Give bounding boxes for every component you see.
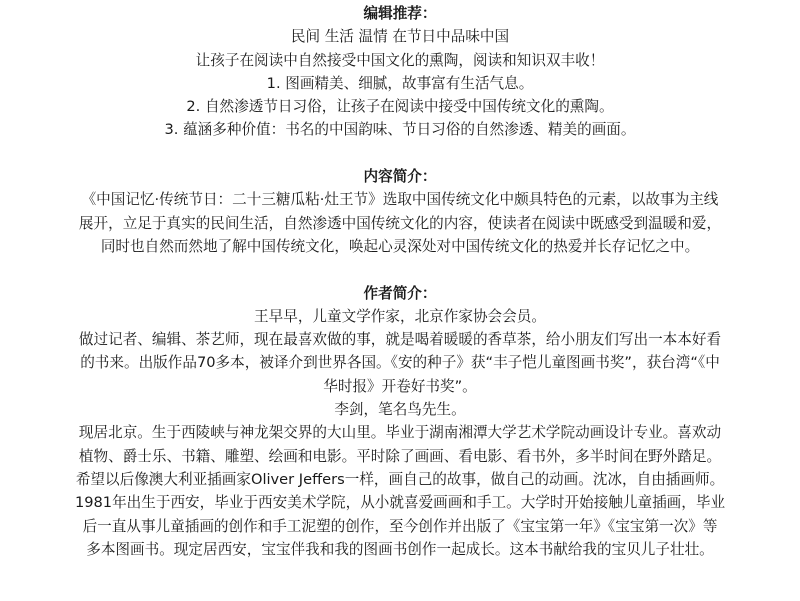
recommend-line: 1. 图画精美、细腻，故事富有生活气息。 — [266, 74, 534, 92]
recommend-line: 2. 自然渗透节日习俗，让孩子在阅读中接受中国传统文化的熏陶。 — [186, 98, 614, 116]
section-heading-recommend: 编辑推荐： — [363, 5, 437, 22]
author-line: 做过记者、编辑、茶艺师，现在最喜欢做的事，就是喝着暖暖的香草茶，给小朋友们写出一本本好看 — [78, 331, 722, 349]
author-line: 1981年出生于西安，毕业于西安美术学院，从小就喜爱画画和手工。大学时开始接触儿童插画，毕业 — [74, 494, 726, 512]
section-heading-author: 作者简介： — [363, 284, 437, 302]
author-line: 王早早，儿童文学作家，北京作家协会会员。 — [254, 307, 546, 325]
content-line: 《中国记忆·传统节日：二十三糖瓜粘·灶王节》选取中国传统文化中颇具特色的元素，以故事为主线 — [81, 191, 719, 209]
author-line: 希望以后像澳大利亚插画家Oliver Jeffers一样，画自己的故事，做自己的动画。沈冰，自由插画师。 — [75, 470, 725, 488]
author-line: 现居北京。生于西陵峡与神龙架交界的大山里。毕业于湖南湘潭大学艺术学院动画设计专业。喜欢动 — [78, 424, 722, 442]
author-line: 李剑，笔名鸟先生。 — [334, 401, 466, 419]
author-line: 华时报》开卷好书奖”。 — [323, 377, 477, 395]
recommend-line: 让孩子在阅读中自然接受中国文化的熏陶，阅读和知识双丰收！ — [195, 51, 605, 69]
section-spacer — [3, 142, 797, 165]
recommend-line: 3. 蕴涵多种价值：书名的中国韵味、节日习俗的自然渗透、精美的画面。 — [164, 121, 636, 139]
content-line: 展开，立足于真实的民间生活，自然渗透中国传统文化的内容，使读者在阅读中既感受到温暖和爱， — [78, 214, 722, 232]
author-line: 植物、爵士乐、书籍、雕塑、绘画和电影。平时除了画画、看电影、看书外，多半时间在野外踏足。 — [78, 447, 722, 465]
author-line: 的书来。出版作品70多本，被译介到世界各国。《安的种子》获“丰子恺儿童图画书奖”，获台湾“《中 — [80, 354, 720, 372]
author-line: 多本图画书。现定居西安，宝宝伴我和我的图画书创作一起成长。这本书献给我的宝贝儿子壮壮。 — [86, 540, 714, 558]
section-spacer — [3, 258, 797, 281]
author-line: 后一直从事儿童插画的创作和手工泥塑的创作，至今创作并出版了《宝宝第一年》《宝宝第一次》等 — [82, 517, 718, 535]
section-heading-content: 内容简介： — [363, 168, 437, 186]
recommend-line: 民间 生活 温情 在节日中品味中国 — [290, 28, 510, 46]
content-line: 同时也自然而然地了解中国传统文化，唤起心灵深处对中国传统文化的热爱并长存记忆之中。 — [100, 237, 700, 255]
